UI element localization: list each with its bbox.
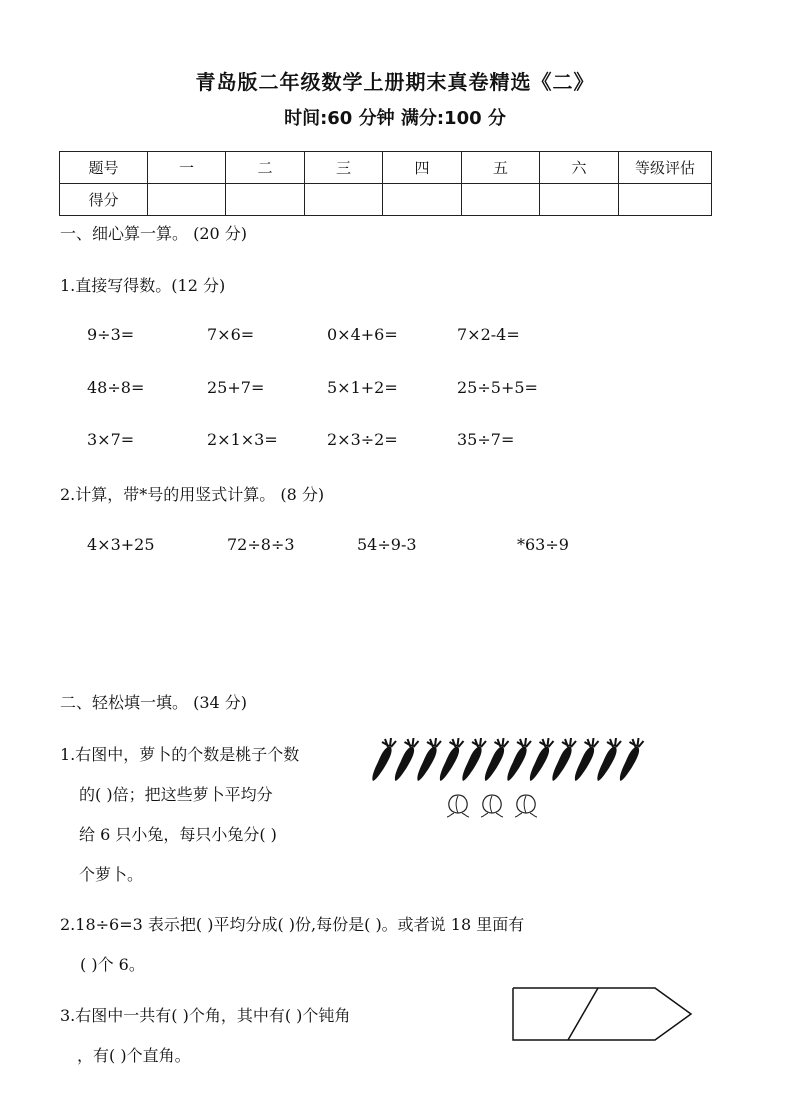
carrots-figure [370, 738, 645, 782]
carrot-icon [507, 738, 531, 781]
calc-item: 48÷8= [87, 378, 145, 397]
header-cell: 五 [462, 152, 540, 184]
carrot-icon [395, 738, 419, 781]
s2-q2-line: 2.18÷6=3 表示把( )平均分成( )份,每份是( )。或者说 18 里面有 [60, 915, 525, 934]
header-cell: 三 [305, 152, 383, 184]
score-table [59, 151, 712, 216]
calc-item: 35÷7= [457, 430, 515, 449]
s2-q1-line: 给 6 只小兔，每只小兔分( ) [79, 825, 277, 844]
score-cell[interactable] [383, 184, 462, 216]
score-cell[interactable] [619, 184, 712, 216]
carrot-icon [485, 738, 509, 781]
carrot-icon [440, 738, 464, 781]
peach-icon [515, 795, 537, 817]
score-table-header-row [60, 152, 712, 184]
calc-item: 7×6= [207, 325, 255, 344]
s2-q1-line: 个萝卜。 [79, 865, 144, 884]
score-cell[interactable] [305, 184, 383, 216]
peach-icon [447, 795, 469, 817]
calc-item: 5×1+2= [327, 378, 398, 397]
header-cell: 题号 [60, 152, 148, 184]
calc-item: 25÷5+5= [457, 378, 538, 397]
header-cell: 等级评估 [619, 152, 712, 184]
score-cell[interactable] [540, 184, 619, 216]
vertical-calc-item: 4×3+25 [87, 535, 155, 554]
peach-icon [481, 795, 503, 817]
calc-item: 0×4+6= [327, 325, 398, 344]
calc-item: 2×3÷2= [327, 430, 398, 449]
section2-heading: 二、轻松填一填。 (34 分) [60, 693, 248, 712]
section1-heading: 一、细心算一算。 (20 分) [60, 224, 248, 243]
exam-time-score: 时间:60 分钟 满分:100 分 [284, 108, 506, 129]
shape-outline [513, 988, 691, 1040]
carrot-icon [620, 738, 644, 781]
carrot-icon [575, 738, 599, 781]
s2-q1-line: 1.右图中，萝卜的个数是桃子个数 [60, 745, 300, 764]
vertical-calc-item: *63÷9 [517, 535, 569, 554]
carrot-icon [462, 738, 486, 781]
carrot-icon [530, 738, 554, 781]
calc-item: 3×7= [87, 430, 135, 449]
carrot-icon [552, 738, 576, 781]
calc-item: 9÷3= [87, 325, 135, 344]
s1-q2-label: 2.计算，带*号的用竖式计算。 (8 分) [60, 485, 325, 504]
calc-item: 7×2-4= [457, 325, 520, 344]
score-cell[interactable] [226, 184, 305, 216]
s2-q3-line: ，有( )个直角。 [77, 1046, 191, 1065]
s2-q1-line: 的( )倍；把这些萝卜平均分 [79, 785, 273, 804]
carrot-icon [417, 738, 441, 781]
score-table-score-row [60, 184, 712, 216]
score-row-label: 得分 [60, 184, 148, 216]
vertical-calc-item: 72÷8÷3 [227, 535, 295, 554]
score-cell[interactable] [462, 184, 540, 216]
carrot-icon [372, 738, 396, 781]
page-title: 青岛版二年级数学上册期末真卷精选《二》 [195, 70, 595, 94]
angle-shape-figure [510, 985, 695, 1043]
s2-q3-line: 3.右图中一共有( )个角，其中有( )个钝角 [60, 1006, 351, 1025]
header-cell: 一 [148, 152, 226, 184]
header-cell: 二 [226, 152, 305, 184]
s1-q1-label: 1.直接写得数。(12 分) [60, 276, 226, 295]
score-cell[interactable] [148, 184, 226, 216]
header-cell: 四 [383, 152, 462, 184]
carrot-icon [597, 738, 621, 781]
s2-q2-line: ( )个 6。 [80, 955, 145, 974]
calc-item: 2×1×3= [207, 430, 278, 449]
calc-item: 25+7= [207, 378, 265, 397]
peaches-figure [443, 790, 545, 818]
header-cell: 六 [540, 152, 619, 184]
vertical-calc-item: 54÷9-3 [357, 535, 417, 554]
shape-divider [568, 988, 598, 1040]
